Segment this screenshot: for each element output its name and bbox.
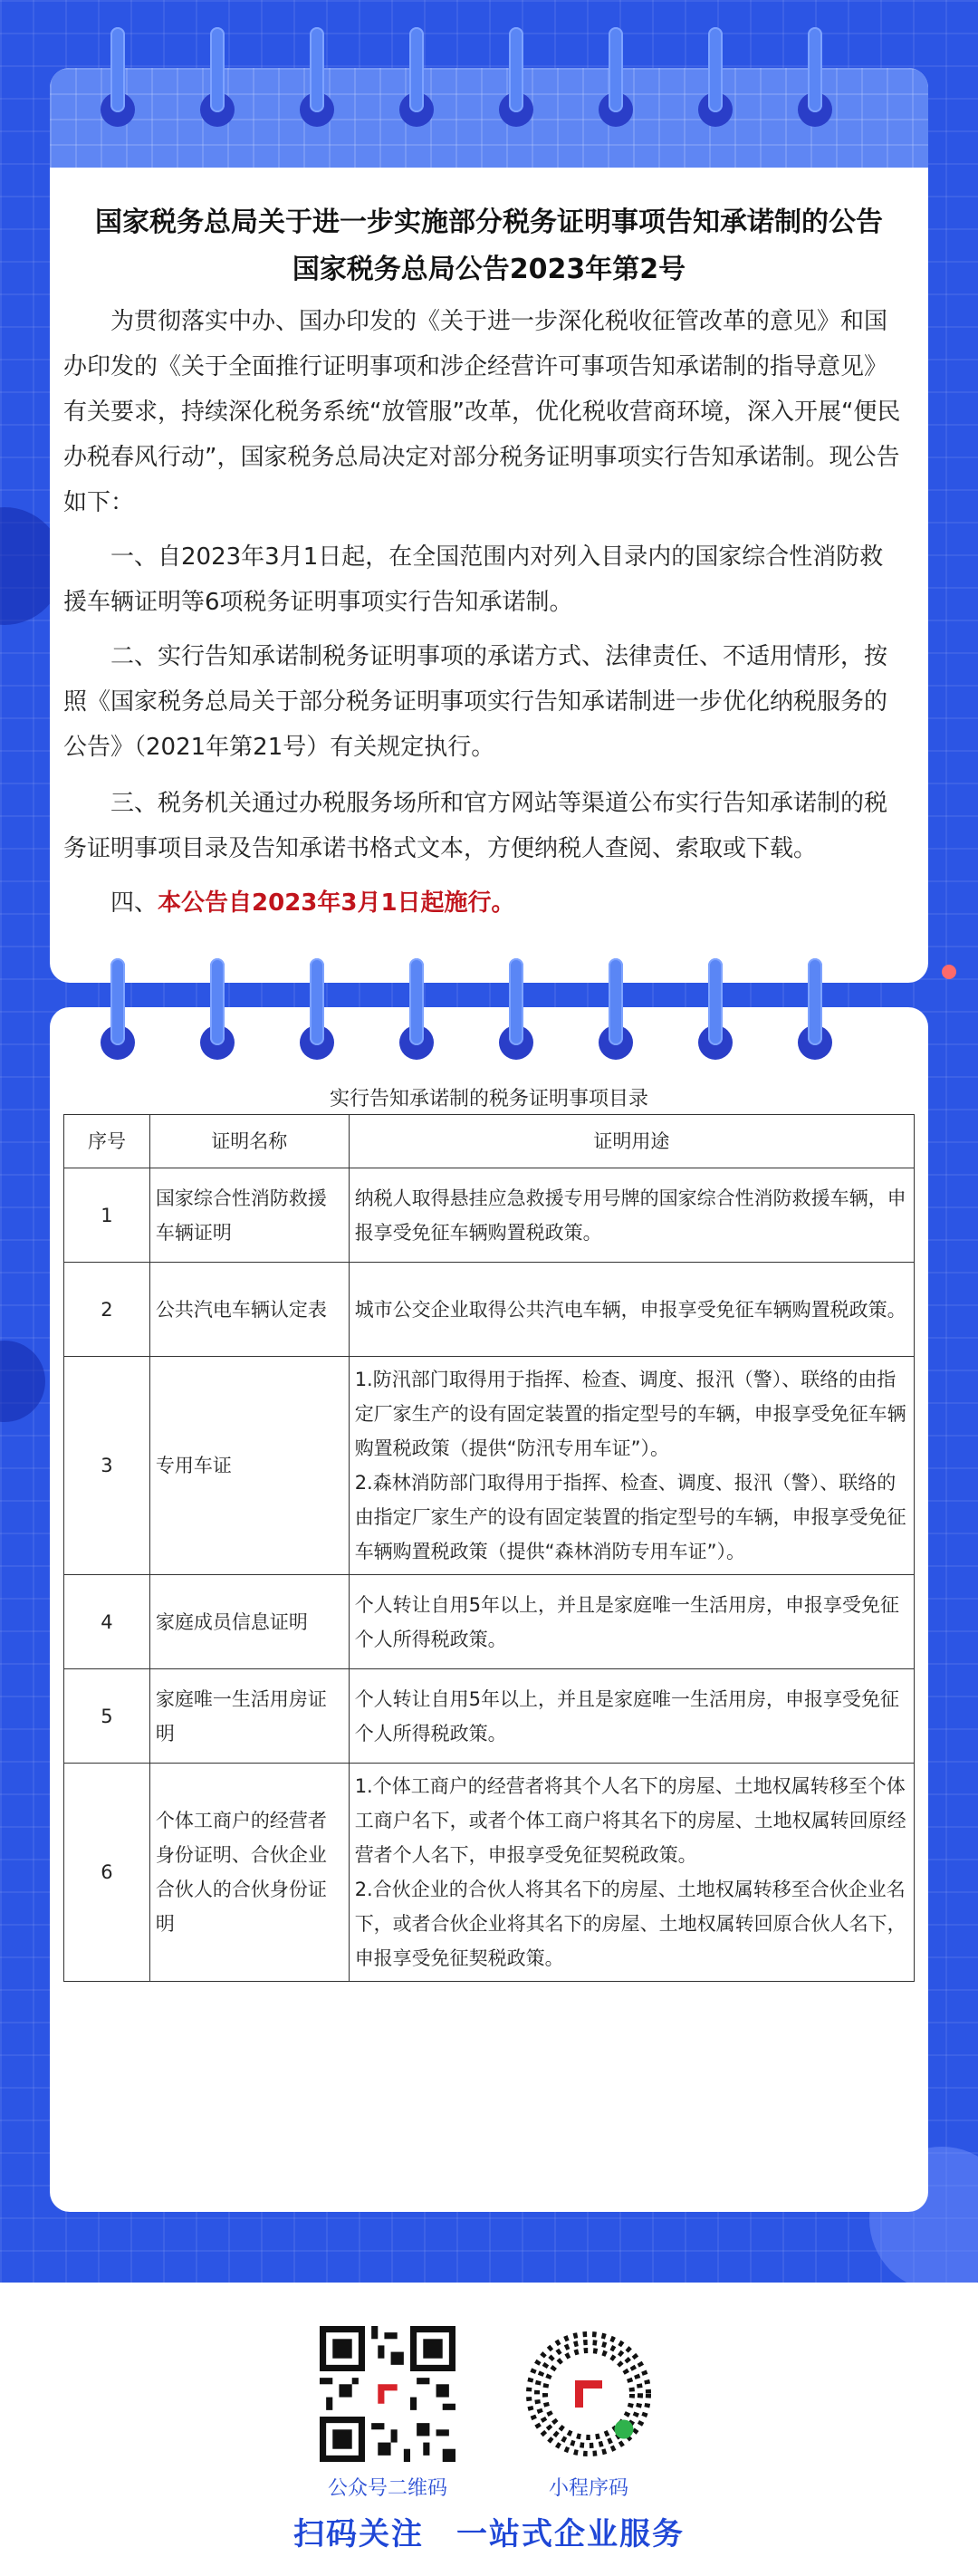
header-use: 证明用途 (349, 1115, 914, 1168)
row-use: 个人转让自用5年以上，并且是家庭唯一生活用房，申报享受免征个人所得税政策。 (349, 1575, 914, 1669)
intro-paragraph: 为贯彻落实中办、国办印发的《关于进一步深化税收征管改革的意见》和国办印发的《关于全面推行证明事项和涉企经营许可事项告知承诺制的指导意见》有关要求，持续深化税务系统“放管服”改革，优化税收营商环境，深入开展“便民办税春风行动”，国家税务总局决定对部分税务证明事项实行告知承诺制。现公告如下： (63, 308, 901, 516)
row-use-part: 2.合伙企业的合伙人将其名下的房屋、土地权属转移至合伙企业名下，或者合伙企业将其名下的房屋、土地权属转回原合伙人名下，申报享受免征契税政策。 (354, 1879, 906, 1969)
binder-ring (609, 958, 623, 1045)
announcement-title: 国家税务总局关于进一步实施部分税务证明事项告知承诺制的公告 (95, 207, 883, 238)
item-3: 三、税务机关通过办税服务场所和官方网站等渠道公布实行告知承诺制的税务证明事项目录及告知承诺书格式文本，方便纳税人查阅、索取或下载。 (63, 790, 888, 862)
row-name: 家庭唯一生活用房证明 (149, 1669, 349, 1764)
binder-ring (609, 27, 623, 112)
row-use: 纳税人取得悬挂应急救援专用号牌的国家综合性消防救援车辆，申报享受免征车辆购置税政策。 (349, 1168, 914, 1263)
binder-ring (509, 27, 523, 112)
row-use-part: 1.个体工商户的经营者将其个人名下的房屋、土地权属转移至个体工商户名下，或者个体工商户将其名下的房屋、土地权属转回原经营者个人名下，申报享受免征契税政策。 (354, 1775, 906, 1866)
header-no: 序号 (64, 1115, 150, 1168)
row-name: 国家综合性消防救援车辆证明 (149, 1168, 349, 1263)
catalog-table (63, 1114, 915, 1982)
catalog-title: 实行告知承诺制的税务证明事项目录 (329, 1088, 648, 1110)
binder-ring (310, 958, 324, 1045)
row-use: 城市公交企业取得公共汽电车辆，申报享受免征车辆购置税政策。 (349, 1263, 914, 1357)
wechat-official-account-qr-icon[interactable] (320, 2326, 455, 2462)
row-no: 3 (64, 1357, 150, 1575)
item-4 (63, 880, 906, 926)
footer-slogan: 扫码关注 一站式企业服务 (293, 2516, 685, 2552)
binder-ring (409, 27, 424, 112)
row-no: 4 (64, 1575, 150, 1669)
announcement-number: 国家税务总局公告2023年第2号 (292, 254, 686, 285)
item-4-emphasis: 本公告自2023年3月1日起施行。 (158, 889, 515, 917)
row-use (349, 1357, 914, 1575)
binder-ring (210, 958, 225, 1045)
binder-ring (110, 958, 125, 1045)
binder-ring (708, 958, 723, 1045)
qr1-label: 公众号二维码 (327, 2477, 447, 2500)
row-use-part: 2.森林消防部门取得用于指挥、检查、调度、报汛（警）、联络的由指定厂家生产的设有固定装置的指定型号的车辆，申报享受免征车辆购置税政策（提供“森林消防专用车证”）。 (354, 1472, 906, 1562)
binder-ring (708, 27, 723, 112)
row-no: 5 (64, 1669, 150, 1764)
row-use-part: 1.防汛部门取得用于指挥、检查、调度、报汛（警）、联络的由指定厂家生产的设有固定装置的指定型号的车辆，申报享受免征车辆购置税政策（提供“防汛专用车证”）。 (354, 1369, 906, 1459)
table-row (64, 1575, 915, 1669)
binder-ring (210, 27, 225, 112)
row-name: 家庭成员信息证明 (149, 1575, 349, 1669)
row-name: 公共汽电车辆认定表 (149, 1263, 349, 1357)
item-1: 一、自2023年3月1日起，在全国范围内对列入目录内的国家综合性消防救援车辆证明等6项税务证明事项实行告知承诺制。 (63, 543, 884, 616)
qr2-label: 小程序码 (548, 2477, 628, 2500)
row-use (349, 1764, 914, 1982)
decor-dot (942, 965, 956, 979)
binder-ring (509, 958, 523, 1045)
row-no: 1 (64, 1168, 150, 1263)
mini-program-code-icon[interactable] (521, 2326, 657, 2462)
card-header-band (50, 68, 928, 168)
item-4-prefix: 四、 (110, 889, 158, 917)
binder-ring (310, 27, 324, 112)
header-name: 证明名称 (149, 1115, 349, 1168)
binder-ring (110, 27, 125, 112)
row-name: 专用车证 (149, 1357, 349, 1575)
binder-ring (808, 27, 822, 112)
table-row (64, 1764, 915, 1982)
binder-ring (409, 958, 424, 1045)
table-header-row (64, 1115, 915, 1168)
binder-ring (808, 958, 822, 1045)
table-row (64, 1168, 915, 1263)
item-2: 二、实行告知承诺制税务证明事项的承诺方式、法律责任、不适用情形，按照《国家税务总局关于部分税务证明事项实行告知承诺制进一步优化纳税服务的公告》（2021年第21号）有关规定执行。 (63, 643, 888, 761)
row-use: 个人转让自用5年以上，并且是家庭唯一生活用房，申报享受免征个人所得税政策。 (349, 1669, 914, 1764)
row-name: 个体工商户的经营者身份证明、合伙企业合伙人的合伙身份证明 (149, 1764, 349, 1982)
row-no: 6 (64, 1764, 150, 1982)
table-row (64, 1357, 915, 1575)
table-row (64, 1263, 915, 1357)
table-row (64, 1669, 915, 1764)
row-no: 2 (64, 1263, 150, 1357)
